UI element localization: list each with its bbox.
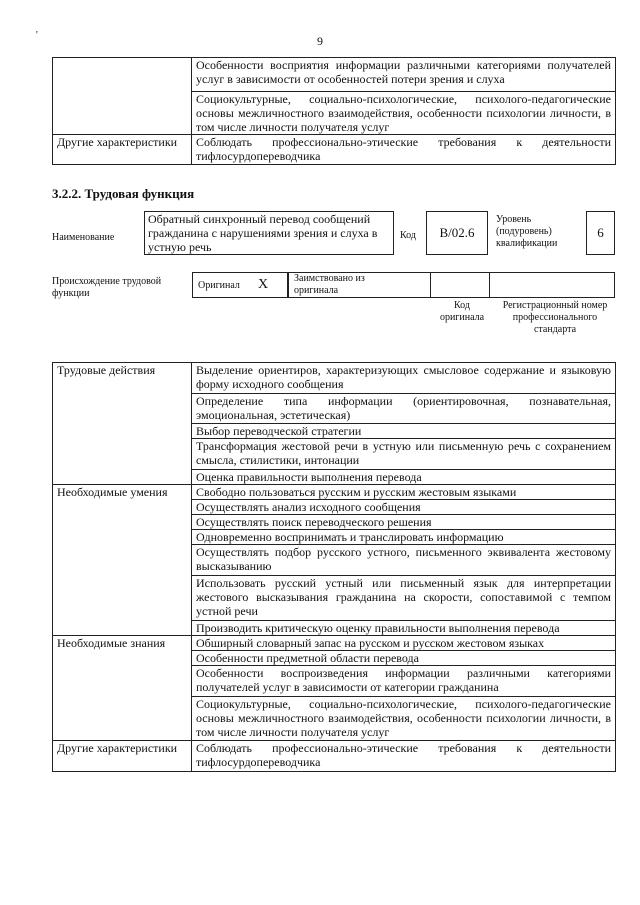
table-cell: Трансформация жестовой речи в устную или письменную речь с сохранением смысла, стилистики, интонации xyxy=(192,439,616,470)
table-cell: Особенности воспроизведения информации различными категориями получателей услуг в зависимости от категории гражданина xyxy=(192,666,616,697)
orig-code-caption: Код оригинала xyxy=(439,300,485,323)
table-cell: Социокультурные, социально-психологические, психолого-педагогические основы межличностного взаимодействия, особенности психологии личности, в том числе личности получателя услуг xyxy=(192,697,616,741)
row-label xyxy=(53,58,192,135)
table-cell: Осуществлять подбор русского устного, письменного эквивалента жестовому высказыванию xyxy=(192,545,616,576)
main-table xyxy=(52,362,616,772)
table-cell: Выделение ориентиров, характеризующих смысловое содержание и языковую форму исходного сообщения xyxy=(192,363,616,394)
table-row xyxy=(53,58,616,92)
group-label: Необходимые умения xyxy=(53,485,192,636)
row-text: Социокультурные, социально-психологические, психолого-педагогические основы межличностного взаимодействия, особенности психологии личности, в том числе личности получателя услуг xyxy=(192,92,616,135)
table-cell: Соблюдать профессионально-этические требования к деятельности тифлосурдопереводчика xyxy=(192,741,616,772)
table-cell: Осуществлять анализ исходного сообщения xyxy=(192,500,616,515)
group-label: Необходимые знания xyxy=(53,636,192,741)
code-label: Код xyxy=(400,230,416,241)
table-cell: Особенности предметной области перевода xyxy=(192,651,616,666)
table-cell: Выбор переводческой стратегии xyxy=(192,424,616,439)
table-cell: Определение типа информации (ориентировочная, познавательная, эмоциональная, эстетическая) xyxy=(192,394,616,424)
group-label: Трудовые действия xyxy=(53,363,192,485)
table-cell: Оценка правильности выполнения перевода xyxy=(192,470,616,485)
section-title: 3.2.2. Трудовая функция xyxy=(52,186,195,201)
row-label: Другие характеристики xyxy=(53,135,192,165)
top-table xyxy=(52,57,616,165)
table-cell: Свободно пользоваться русским и русским жестовым языками xyxy=(192,485,616,500)
row-text: Особенности восприятия информации различными категориями получателей услуг в зависимости от особенностей потери зрения и слуха xyxy=(192,58,616,92)
original-mark: X xyxy=(258,277,269,292)
row-text: Соблюдать профессионально-этические требования к деятельности тифлосурдопереводчика xyxy=(192,135,616,165)
borrowed-label: Заимствовано из оригинала xyxy=(294,273,365,296)
corner-mark: ' xyxy=(36,30,38,41)
level-label: Уровень (подуровень) квалификации xyxy=(496,214,558,249)
table-row xyxy=(53,363,616,394)
table-row xyxy=(53,485,616,500)
table-cell: Одновременно воспринимать и транслировать информацию xyxy=(192,530,616,545)
table-row xyxy=(53,741,616,772)
reg-number-caption: Регистрационный номер профессионального стандарта xyxy=(502,300,608,335)
group-label: Другие характеристики xyxy=(53,741,192,772)
name-value: Обратный синхронный перевод сообщений гражданина с нарушениями зрения и слуха в устную речь xyxy=(148,212,378,254)
table-row xyxy=(53,135,616,165)
table-row xyxy=(53,636,616,651)
table-cell: Производить критическую оценку правильности выполнения перевода xyxy=(192,621,616,636)
name-label: Наименование xyxy=(52,232,115,243)
table-cell: Обширный словарный запас на русском и русском жестовом языках xyxy=(192,636,616,651)
origin-label: Происхождение трудовой функции xyxy=(52,276,162,299)
reg-number-box xyxy=(489,272,615,298)
code-value: B/02.6 xyxy=(439,225,475,240)
level-value: 6 xyxy=(597,225,604,240)
table-cell: Использовать русский устный или письменный язык для интерпретации жестового высказывания гражданина на скорости, сопоставимой с темпом устной речи xyxy=(192,576,616,621)
original-label: Оригинал xyxy=(198,280,240,291)
page-number: 9 xyxy=(317,34,323,48)
orig-code-box xyxy=(430,272,490,298)
table-cell: Осуществлять поиск переводческого решения xyxy=(192,515,616,530)
